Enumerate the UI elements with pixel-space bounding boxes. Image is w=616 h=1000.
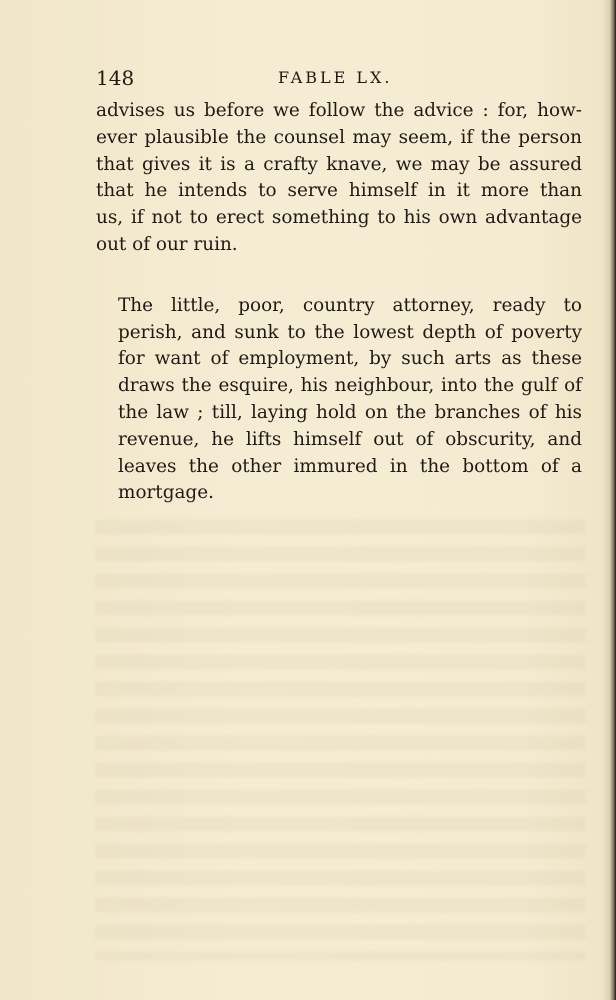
text-line: that gives it is a crafty knave, we may be assured xyxy=(96,153,582,175)
text-line: out of our ruin. xyxy=(96,233,238,255)
page-header xyxy=(96,66,582,92)
text-line: revenue, he lifts himself out of obscurity, and xyxy=(118,428,582,450)
text-line: for want of employment, by such arts as these xyxy=(118,348,582,370)
running-title: FABLE LX. xyxy=(278,68,393,87)
text-line: The little, poor, country attorney, ready to xyxy=(118,294,582,316)
text-line: mortgage. xyxy=(118,482,214,504)
text-line: the law ; till, laying hold on the branches of his xyxy=(118,401,582,423)
text-line: ever plausible the counsel may seem, if the person xyxy=(96,126,582,148)
text-line: perish, and sunk to the lowest depth of poverty xyxy=(118,321,582,343)
text-line: advises us before we follow the advice : for, how- xyxy=(96,100,582,121)
bleed-through-texture xyxy=(95,520,585,960)
page-edge-shadow xyxy=(602,0,616,1000)
body-text xyxy=(96,98,582,507)
paragraph-attorney xyxy=(96,293,582,507)
text-line: draws the esquire, his neighbour, into the gulf of xyxy=(118,375,582,397)
page-number: 148 xyxy=(96,66,135,90)
text-line: leaves the other immured in the bottom of a xyxy=(118,455,582,477)
text-line: that he intends to serve himself in it more than xyxy=(96,180,582,202)
text-line: us, if not to erect something to his own advantage xyxy=(96,207,582,229)
paragraph-moral-continuation xyxy=(96,98,582,259)
